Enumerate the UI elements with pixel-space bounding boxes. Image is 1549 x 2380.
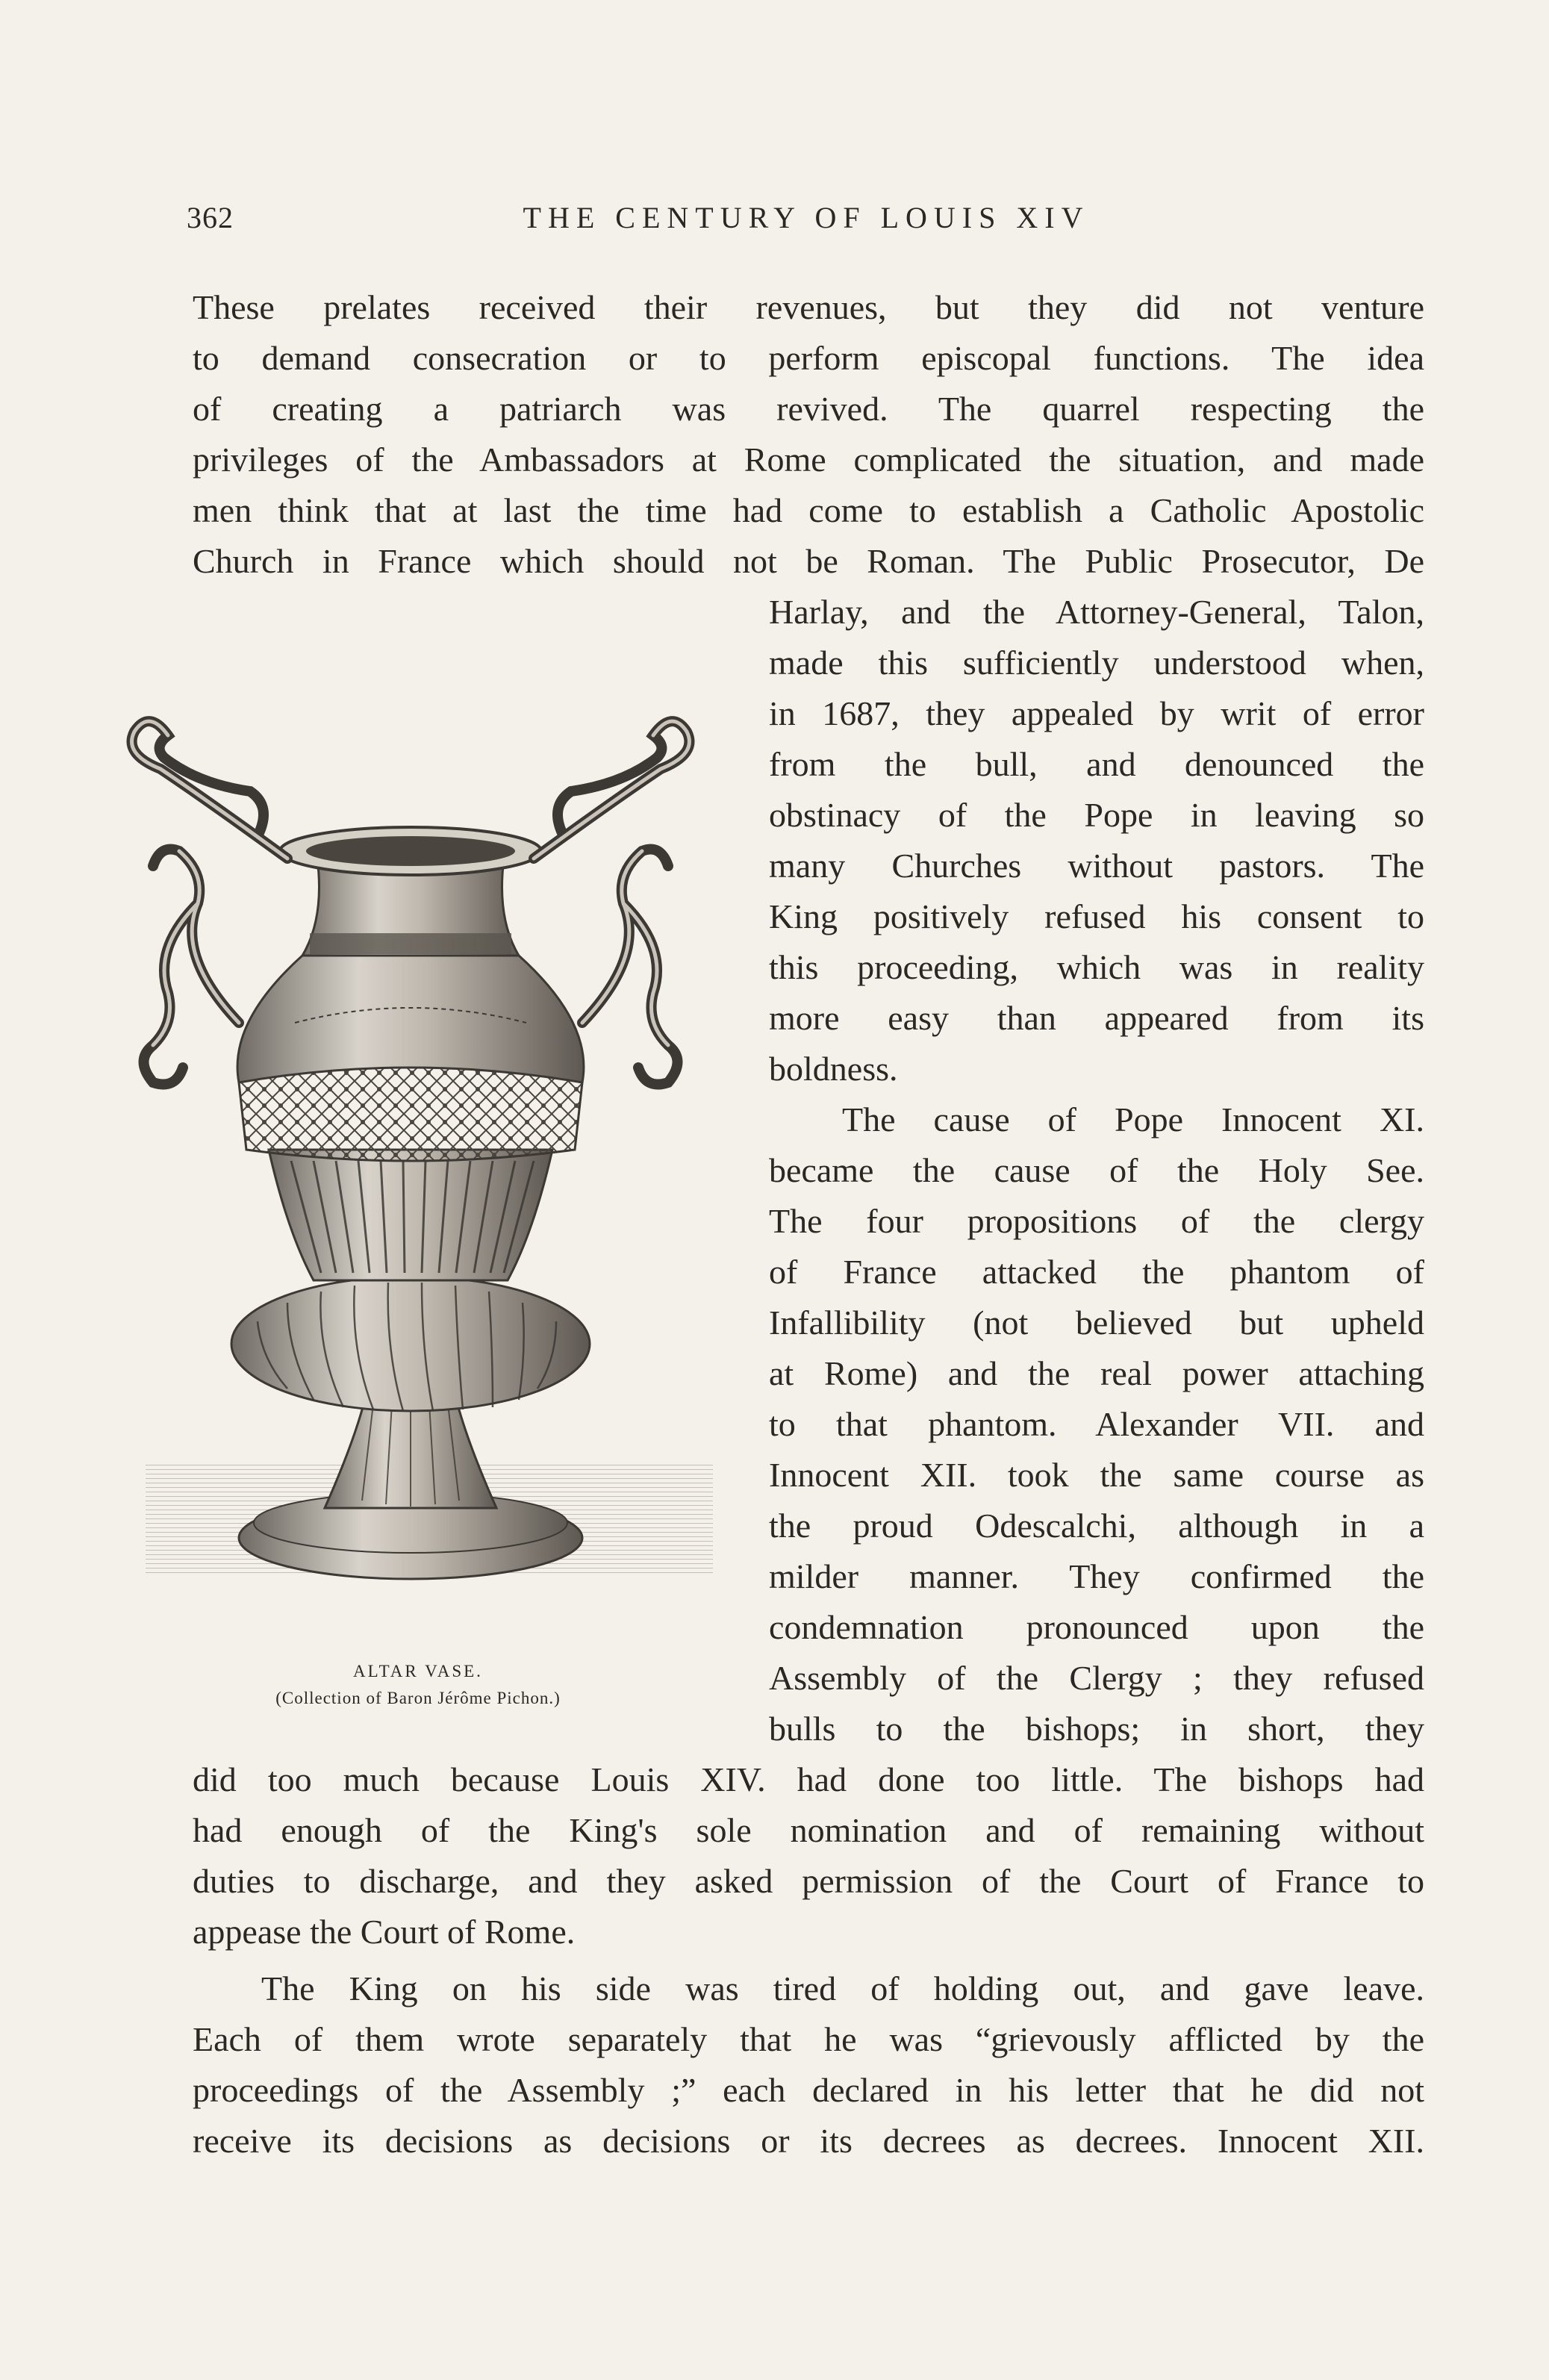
text-line: Innocent XII. took the same course as xyxy=(769,1456,1424,1494)
page-header xyxy=(187,200,1426,245)
text-line: Harlay, and the Attorney-General, Talon, xyxy=(769,593,1424,631)
text-line: Infallibility (not believed but upheld xyxy=(769,1303,1424,1342)
text-line: did too much because Louis XIV. had done too little. The bishops had xyxy=(193,1760,1424,1798)
text-line: to demand consecration or to perform episcopal functions. The idea xyxy=(193,339,1424,377)
text-line: from the bull, and denounced the xyxy=(769,745,1424,783)
figure-caption-title: ALTAR VASE. xyxy=(353,1662,483,1680)
text-line: became the cause of the Holy See. xyxy=(769,1151,1424,1189)
text-line: proceedings of the Assembly ;” each declared in his letter that he did not xyxy=(193,2071,1424,2109)
figure-caption-subtitle: (Collection of Baron Jérôme Pichon.) xyxy=(275,1689,561,1707)
vase-fluted-body xyxy=(269,1150,552,1280)
text-line: this proceeding, which was in reality xyxy=(769,948,1424,986)
text-line: in 1687, they appealed by writ of error xyxy=(769,694,1424,732)
text-line: Church in France which should not be Roman. The Public Prosecutor, De xyxy=(193,542,1424,580)
text-line: more easy than appeared from its xyxy=(769,999,1424,1037)
text-line: appease the Court of Rome. xyxy=(193,1913,576,1951)
text-line: bulls to the bishops; in short, they xyxy=(769,1710,1424,1748)
text-line: Assembly of the Clergy ; they refused xyxy=(769,1659,1424,1697)
vase-lower-bowl xyxy=(231,1277,590,1411)
text-line: of creating a patriarch was revived. The quarrel respecting the xyxy=(193,390,1424,428)
text-line: receive its decisions as decisions or its decrees as decrees. Innocent XII. xyxy=(193,2122,1424,2160)
text-line: many Churches without pastors. The xyxy=(769,847,1424,885)
text-line: These prelates received their revenues, but they did not venture xyxy=(193,288,1424,326)
text-line: The four propositions of the clergy xyxy=(769,1202,1424,1240)
text-line: The cause of Pope Innocent XI. xyxy=(842,1100,1424,1138)
text-line: to that phantom. Alexander VII. and xyxy=(769,1405,1424,1443)
text-line: milder manner. They confirmed the xyxy=(769,1557,1424,1595)
text-line: The King on his side was tired of holding out, and gave leave. xyxy=(261,1969,1424,2007)
vase-ornament-band xyxy=(239,1064,582,1161)
text-line: Each of them wrote separately that he was “grievously afflicted by the xyxy=(193,2020,1424,2058)
text-line: at Rome) and the real power attaching xyxy=(769,1354,1424,1392)
text-line: the proud Odescalchi, although in a xyxy=(769,1507,1424,1545)
text-line: King positively refused his consent to xyxy=(769,897,1424,935)
altar-vase-engraving xyxy=(108,605,743,1635)
altar-vase-illustration xyxy=(108,605,743,1635)
page-number: 362 xyxy=(187,201,234,234)
running-title: THE CENTURY OF LOUIS XIV xyxy=(523,201,1090,234)
text-line: privileges of the Ambassadors at Rome complicated the situation, and made xyxy=(193,440,1424,479)
text-line: obstinacy of the Pope in leaving so xyxy=(769,796,1424,834)
text-line: boldness. xyxy=(769,1050,898,1088)
text-line: condemnation pronounced upon the xyxy=(769,1608,1424,1646)
text-line: had enough of the King's sole nomination and of remaining without xyxy=(193,1811,1424,1849)
text-line: of France attacked the phantom of xyxy=(769,1253,1424,1291)
text-line: duties to discharge, and they asked permission of the Court of France to xyxy=(193,1862,1424,1900)
text-line: men think that at last the time had come to establish a Catholic Apostolic xyxy=(193,491,1424,529)
text-line: made this sufficiently understood when, xyxy=(769,644,1424,682)
vase-shoulder xyxy=(237,956,584,1082)
